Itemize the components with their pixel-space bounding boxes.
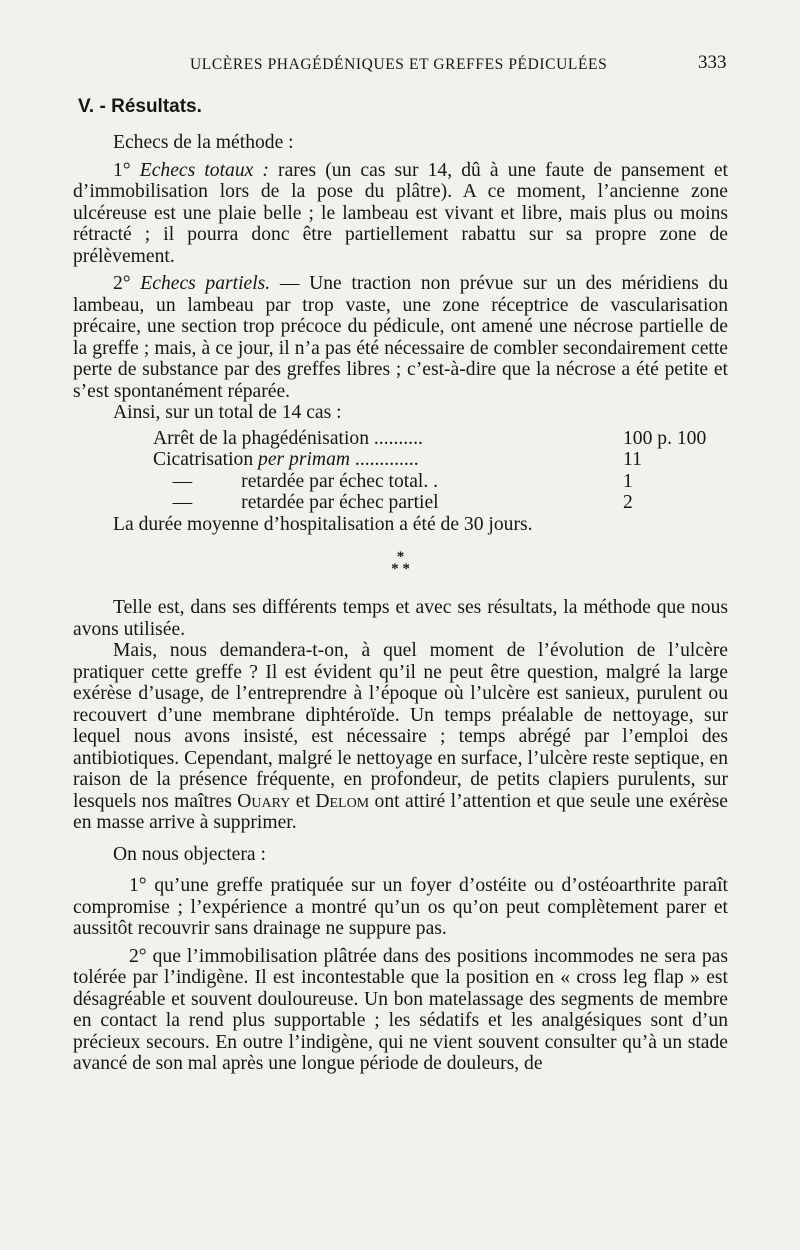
summary-label-italic: per primam (258, 449, 351, 470)
summary-value: 11 (623, 449, 642, 470)
italic-term: Echecs totaux : (139, 159, 269, 181)
paragraph-objection-1: 1° qu’une greffe pratiquée sur un foyer d’ostéite ou d’ostéoarthrite paraît compromise ; l’expérience a montré qu’un os qu’on peut complètement parer et aussitôt recouvrir sans drainage ne suppure pas. (73, 875, 728, 939)
section-title: V. - Résultats. (78, 96, 202, 117)
paragraph-moment-greffe (73, 640, 728, 834)
author-name: Delom (315, 790, 370, 812)
summary-label-part: Cicatrisation (153, 449, 259, 470)
item-number: 2° (113, 273, 131, 294)
paragraph-summary-intro: Ainsi, sur un total de 14 cas : (113, 402, 342, 423)
paragraph-echecs-totaux (73, 160, 728, 268)
author-name: Ouary (237, 790, 291, 812)
summary-row (153, 492, 723, 514)
section-divider-asterisks (73, 551, 728, 575)
paragraph-hospitalisation: La durée moyenne d’hospitalisation a été de 30 jours. (113, 513, 533, 535)
item-number: 1° (113, 159, 131, 181)
summary-value: 1 (623, 470, 633, 492)
paragraph-text: rares (un cas sur 14, dû à une faute de pansement et d’immobilisation lors de la pose du plâtre). A ce moment, l’ancienne zone ulcéreuse est une plaie belle ; le lambeau est vivant et libre, mais plus ou moins rétracté ; il pourra donc être partiellement rabattu sur sa propre zone de prélèvement. (73, 159, 728, 267)
paragraph-text: ont attiré l’attention et que seule une exérèse en masse arrive à supprimer. (73, 790, 729, 833)
page-number: 333 (698, 52, 727, 73)
paragraph-echecs-intro: Echecs de la méthode : (113, 132, 294, 153)
summary-value: 100 p. 100 (623, 427, 707, 449)
asterisk-bottom: * * (391, 561, 410, 577)
paragraph-methode: Telle est, dans ses différents temps et avec ses résultats, la méthode que nous avons utilisée. (73, 597, 728, 640)
paragraph-echecs-partiels (73, 273, 728, 402)
italic-term: Echecs partiels. (140, 273, 271, 294)
summary-row (153, 471, 723, 493)
paragraph-text: — Une traction non prévue sur un des méridiens du lambeau, un lambeau par trop vaste, une zone réceptrice de vascularisation précaire, une section trop précoce du pédicule, ont amené une nécrose partielle de la greffe ; mais, à ce jour, il n’a pas été nécessaire de combler secondairement cette perte de substance par des greffes libres ; c’est-à-dire que la nécrose a été petite et s’est spontanément réparée. (73, 273, 728, 402)
summary-label: — retardée par échec partiel (153, 492, 439, 513)
paragraph-text: Mais, nous demandera-t-on, à quel moment de l’évolution de l’ulcère pratiquer cette greffe ? Il est évident qu’il ne peut être question, malgré la large exérèse d’usage, de l’entreprendre à l’époque où l’ulcère est sanieux, purulent ou recouvert d’une membrane diphtéroïde. Un temps préalable de nettoyage, sur lequel nous avons insisté, est nécessaire ; temps abrégé par l’emploi des antibiotiques. Cependant, malgré le nettoyage en surface, l’ulcère reste septique, en raison de la présence fréquente, en profondeur, de petits clapiers purulents, sur lesquels nos maîtres (73, 640, 728, 812)
paragraph-objection-2: 2° que l’immobilisation plâtrée dans des positions incommodes ne sera pas tolérée par l’indigène. Il est incontestable que la position en « cross leg flap » est désagréable et souvent douloureuse. Un bon matelassage des segments de membre en contact la rend plus supportable ; les sédatifs et les analgésiques sont d’un précieux secours. En outre l’indigène, qui ne vient souvent consulter qu’à un stade avancé de son mal après une longue période de douleurs, de (73, 945, 728, 1074)
summary-label: — retardée par échec total. . (153, 470, 439, 492)
paragraph-objections-intro: On nous objectera : (113, 843, 266, 865)
results-summary (153, 428, 723, 514)
summary-value: 2 (623, 492, 633, 513)
asterisk-top: * (396, 549, 405, 565)
body-text (73, 132, 728, 1075)
paragraph-text: et (290, 790, 316, 812)
summary-label-part: ............. (350, 449, 419, 470)
summary-row (153, 449, 723, 471)
summary-label: Arrêt de la phagédénisation .......... (153, 427, 423, 449)
summary-label (153, 449, 623, 471)
running-title: ULCÈRES PHAGÉDÉNIQUES ET GREFFES PÉDICULÉES (190, 56, 608, 73)
summary-row (153, 428, 723, 450)
